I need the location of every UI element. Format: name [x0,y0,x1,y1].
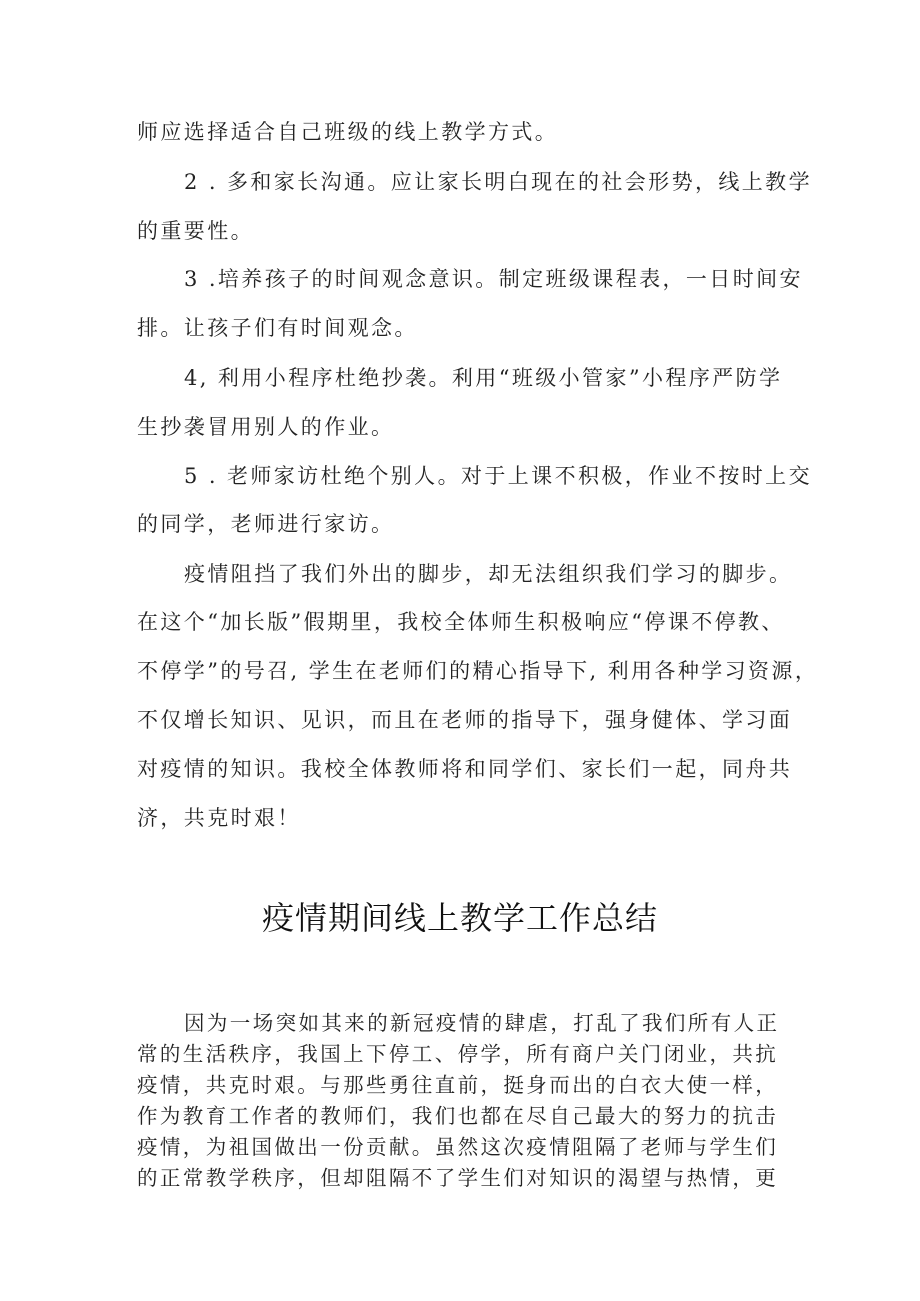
text-line: 师应选择适合自己班级的线上教学方式。 [137,120,559,144]
text-line: 在这个“加长版”假期里，我校全体师生积极响应“停课不停教、 [137,610,785,634]
text-line: 的同学，老师进行家访。 [137,512,395,536]
text-line: 济，共克时艰！ [137,806,301,830]
text-line: 疫情阻挡了我们外出的脚步，却无法组织我们学习的脚步。 [184,562,793,586]
text-line: 不仅增长知识、见识，而且在老师的指导下，强身健体、学习面 [137,708,793,732]
text-line: 疫情，共克时艰。与那些勇往直前，挺身而出的白衣大使一样， [137,1073,779,1097]
text-line: 排。让孩子们有时间观念。 [137,316,418,340]
text-line: 5 . 老师家访杜绝个别人。对于上课不积极，作业不按时上交 [184,464,812,488]
text-line: 作为教育工作者的教师们，我们也都在尽自己最大的努力的抗击 [137,1104,779,1128]
text-line: 因为一场突如其来的新冠疫情的肆虐，打乱了我们所有人正 [184,1011,780,1035]
document-title: 疫情期间线上教学工作总结 [261,899,658,937]
text-line: 不停学”的号召, 学生在老师们的精心指导下, 利用各种学习资源， [137,659,819,683]
text-line: 疫情，为祖国做出一份贡献。虽然这次疫情阻隔了老师与学生们 [137,1135,779,1159]
text-line: 4, 利用小程序杜绝抄袭。利用“班级小管家”小程序严防学 [184,366,783,390]
text-line: 2 . 多和家长沟通。应让家长明白现在的社会形势，线上教学 [184,170,812,194]
text-line: 常的生活秩序，我国上下停工、停学，所有商户关门闭业，共抗 [137,1042,779,1066]
text-line: 的重要性。 [137,219,254,243]
text-line: 的正常教学秩序，但却阻隔不了学生们对知识的渴望与热情，更 [137,1166,779,1190]
text-line: 生抄袭冒用别人的作业。 [137,415,395,439]
text-line: 3 .培养孩子的时间观念意识。制定班级课程表，一日时间安 [184,267,803,291]
text-line: 对疫情的知识。我校全体教师将和同学们、家长们一起，同舟共 [137,757,793,781]
